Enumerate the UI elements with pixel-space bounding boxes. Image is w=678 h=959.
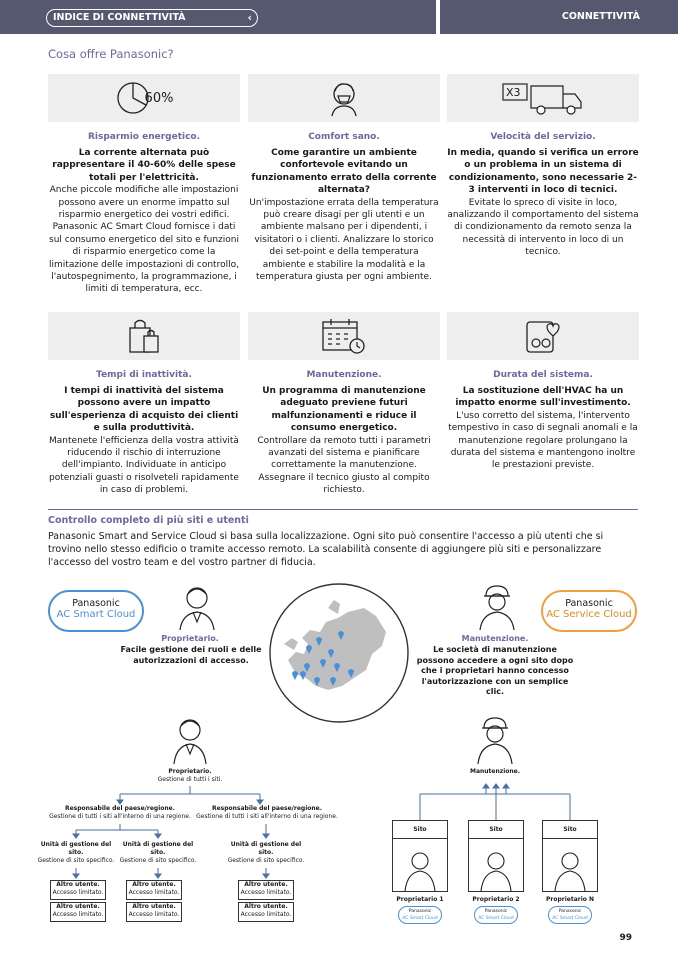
person-mask-icon bbox=[324, 78, 364, 118]
other-user-box: Altro utente. Accesso limitato. bbox=[238, 880, 294, 900]
card-title: Comfort sano. bbox=[308, 132, 380, 142]
site-owner-icon bbox=[469, 839, 523, 891]
tree-owner bbox=[120, 768, 260, 784]
site-box-3: Sito bbox=[542, 820, 598, 892]
other-user-box: Altro utente. Accesso limitato. bbox=[238, 902, 294, 922]
shopping-bags-icon bbox=[124, 316, 164, 356]
card-body: L'uso corretto del sistema, l'intervento tempestivo in caso di segnali anomali e la manutenzione regolare prolungano la durata del sistema e mantengono inoltre le prestazioni previste. bbox=[448, 410, 638, 471]
index-back-button[interactable] bbox=[46, 9, 258, 27]
card-lead: Un programma di manutenzione adeguato previene futuri malfunzionamenti e riduce il consumo energetico. bbox=[262, 386, 426, 434]
tree-unit-desc: Gestione di sito specifico. bbox=[119, 857, 197, 864]
europe-map bbox=[268, 582, 410, 724]
card-title: Manutenzione. bbox=[306, 370, 382, 380]
section-title: CONNETTIVITÀ bbox=[561, 11, 640, 22]
index-back-label: INDICE DI CONNETTIVITÀ bbox=[53, 12, 186, 23]
maintenance-title: Manutenzione. bbox=[461, 634, 529, 643]
tree-unit-title: Unità di gestione del sito. bbox=[40, 841, 112, 856]
card-lead: In media, quando si verifica un errore o un problema in un sistema di condizionamento, sono necessarie 2-3 interventi in loco di tecnici. bbox=[447, 148, 639, 196]
card-lead: La sostituzione dell'HVAC ha un impatto enorme sull'investimento. bbox=[455, 386, 631, 409]
card-body: Controllare da remoto tutti i parametri avanzati del sistema e pianificare correttamente la manutenzione. Assegnare il tecnico giusto al compito richiesto. bbox=[257, 435, 431, 496]
percent-text: 60% bbox=[144, 90, 174, 106]
tree-unit-desc: Gestione di sito specifico. bbox=[227, 857, 305, 864]
card-downtime bbox=[48, 312, 240, 497]
card-icon-box bbox=[48, 74, 240, 122]
tree-regional-desc: Gestione di tutti i siti all'interno di una regione. bbox=[49, 813, 191, 820]
card-lead: Come garantire un ambiente confortevole evitando un funzionamento errato della corrente alternata? bbox=[251, 148, 437, 196]
tree-unit-1 bbox=[36, 841, 116, 865]
card-icon-box bbox=[48, 312, 240, 360]
card-energy-saving bbox=[48, 74, 240, 296]
owner-title: Proprietario. bbox=[161, 634, 219, 643]
card-maintenance bbox=[248, 312, 440, 497]
other-user-box: Altro utente. Accesso limitato. bbox=[126, 902, 182, 922]
card-lead: I tempi di inattività del sistema possono avere un impatto sull'esperienza di acquisto dei clienti e sulla produttività. bbox=[49, 386, 239, 434]
mini-cloud-logo-2: Panasonic AC Smart Cloud bbox=[474, 906, 518, 924]
tree-unit-title: Unità di gestione del sito. bbox=[122, 841, 194, 856]
section-divider bbox=[48, 509, 638, 510]
times-three-text: X3 bbox=[506, 86, 521, 99]
tree-connectors bbox=[37, 786, 340, 886]
other-user-box: Altro utente. Accesso limitato. bbox=[50, 880, 106, 900]
site-owner-icon bbox=[393, 839, 447, 891]
card-body: Evitate lo spreco di visite in loco, analizzando il comportamento del sistema di condizionamento da remoto senza la necessità di intervento in loco di un tecnico. bbox=[447, 197, 639, 258]
tree-unit-3 bbox=[226, 841, 306, 865]
card-icon-box bbox=[447, 312, 639, 360]
tree-unit-2 bbox=[118, 841, 198, 865]
tree-regional-right bbox=[192, 805, 342, 821]
service-cloud-logo bbox=[541, 590, 637, 632]
heart-device-icon bbox=[523, 316, 563, 356]
logo-product: AC Smart Cloud bbox=[56, 609, 136, 620]
card-body: Un'impostazione errata della temperatura può creare disagi per gli utenti e un ambiente malsano per i dipendenti, i visitatori o i clienti. Analizzare lo storico dei set-point e della temperatura ambiente e stabilire la modalità e la temperatura giusta per ogni ambiente. bbox=[249, 197, 439, 283]
owner-label-1: Proprietario 1 bbox=[396, 896, 444, 903]
chevron-left-icon: ‹ bbox=[247, 11, 252, 24]
card-title: Durata del sistema. bbox=[493, 370, 593, 380]
card-icon-box bbox=[248, 312, 440, 360]
card-icon-box bbox=[248, 74, 440, 122]
card-body: Anche piccole modifiche alle impostazioni possono avere un enorme impatto sul risparmio energetico dei vostri edifici. Panasonic AC Smart Cloud fornisce i dati sul consumo energetico del sito e funzioni di risparmio energetico come la limitazione delle impostazioni di controllo, l'autospegnimento, la programmazione, i limiti di temperatura, ecc. bbox=[49, 185, 239, 295]
tree-unit-desc: Gestione di sito specifico. bbox=[37, 857, 115, 864]
percent-pie-icon bbox=[115, 80, 174, 116]
owner-label-2: Proprietario 2 bbox=[472, 896, 520, 903]
owner-label-n: Proprietario N bbox=[545, 896, 595, 903]
tree-owner-desc: Gestione di tutti i siti. bbox=[157, 776, 223, 783]
mini-cloud-logo-1: Panasonic AC Smart Cloud bbox=[398, 906, 442, 924]
tree-regional-left bbox=[40, 805, 200, 821]
tree-unit-title: Unità di gestione del sito. bbox=[230, 841, 302, 856]
mini-cloud-logo-n: Panasonic AC Smart Cloud bbox=[548, 906, 592, 924]
offer-heading: Cosa offre Panasonic? bbox=[48, 47, 174, 61]
right-maintenance-person-icon bbox=[474, 714, 516, 764]
control-heading: Controllo completo di più siti e utenti bbox=[48, 515, 249, 526]
card-title: Risparmio energetico. bbox=[87, 132, 201, 142]
card-healthy-comfort bbox=[248, 74, 440, 283]
page-number: 99 bbox=[619, 933, 632, 943]
site-box-2: Sito bbox=[468, 820, 524, 892]
control-paragraph: Panasonic Smart and Service Cloud si basa sulla localizzazione. Ogni sito può consentire l'accesso a più utenti che si trovino nello stesso edificio o tramite accesso remoto. La scalabilità consente di aggiungere più siti e personalizzare l'accesso del vostro team e del vostro partner di fiducia. bbox=[48, 531, 604, 569]
card-system-life bbox=[447, 312, 639, 472]
logo-brand: Panasonic bbox=[72, 598, 120, 609]
tree-owner-person-icon bbox=[170, 714, 210, 764]
top-bar-right bbox=[440, 0, 678, 34]
maintenance-desc: Le società di manutenzione possono accedere a ogni sito dopo che i proprietari hanno concesso l'autorizzazione con un semplice clic. bbox=[416, 645, 574, 696]
card-body: Mantenete l'efficienza della vostra attività riducendo il rischio di interruzione dell'impianto. Individuate in anticipo potenziali guasti o risolveteli rapidamente in caso di problemi. bbox=[49, 435, 239, 496]
tree-regional-title: Responsabile del paese/regione. bbox=[64, 805, 175, 812]
card-service-speed bbox=[447, 74, 639, 259]
logo-brand: Panasonic bbox=[565, 598, 613, 609]
tree-regional-title: Responsabile del paese/regione. bbox=[211, 805, 322, 812]
owner-person-icon bbox=[176, 584, 218, 630]
other-user-box: Altro utente. Accesso limitato. bbox=[50, 902, 106, 922]
top-bar bbox=[0, 0, 678, 34]
tree-owner-title: Proprietario. bbox=[168, 768, 212, 775]
calendar-clock-icon bbox=[319, 316, 369, 356]
truck-icon bbox=[501, 80, 585, 116]
right-connectors bbox=[396, 782, 606, 822]
logo-product: AC Service Cloud bbox=[546, 609, 632, 620]
other-user-box: Altro utente. Accesso limitato. bbox=[126, 880, 182, 900]
card-title: Velocità del servizio. bbox=[490, 132, 596, 142]
card-title: Tempi di inattività. bbox=[96, 370, 192, 380]
tree-regional-desc: Gestione di tutti i siti all'interno di una regione. bbox=[196, 813, 338, 820]
right-maintenance-label: Manutenzione. bbox=[469, 768, 521, 775]
site-owner-icon bbox=[543, 839, 597, 891]
owner-desc: Facile gestione dei ruoli e delle autorizzazioni di accesso. bbox=[120, 645, 262, 665]
maintenance-person-icon bbox=[476, 582, 518, 630]
card-lead: La corrente alternata può rappresentare il 40-60% delle spese totali per l'elettricità. bbox=[52, 148, 236, 183]
smart-cloud-logo bbox=[48, 590, 144, 632]
site-box-1: Sito bbox=[392, 820, 448, 892]
card-icon-box bbox=[447, 74, 639, 122]
